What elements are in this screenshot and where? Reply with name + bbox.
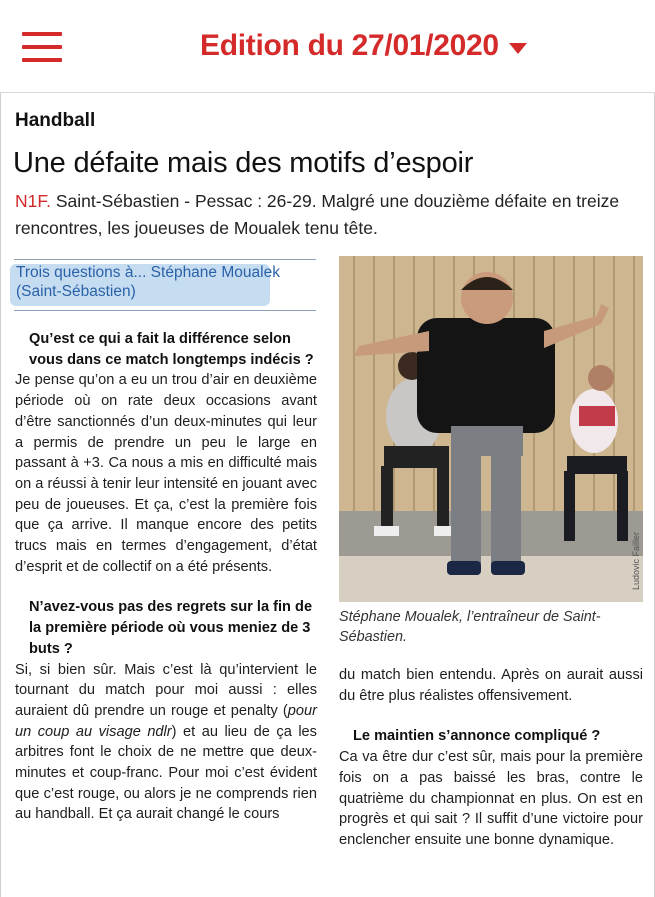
article-lead [15, 188, 645, 242]
lead-text: Malgré une douzième défaite en treize rencontres, les joueuses de Moualek tenu tête. [15, 191, 620, 238]
caret-down-icon [509, 43, 527, 54]
column-left [15, 329, 317, 825]
question-3: Le maintien s’annonce compliqué ? [353, 728, 601, 745]
article-page [0, 93, 655, 897]
question-2: N’avez-vous pas des regrets sur la fin de la première période où vous meniez de 3 buts ? [29, 599, 313, 657]
question-1: Qu’est ce qui a fait la différence selon vous dans ce match longtemps indécis ? [29, 331, 314, 368]
app-header [0, 0, 655, 93]
lead-tag: N1F. [15, 191, 51, 211]
interview-box-text: Trois questions à... Stéphane Moualek (Saint-Sébastien) [16, 264, 280, 300]
photo-credit: Ludovic Failler [630, 531, 641, 591]
article-rubric: Handball [15, 110, 96, 131]
answer-2 [15, 660, 317, 826]
answer-1: Je pense qu’on a eu un trou d’air en deuxième période où on rate deux occasions avant d’être sanctionnés d’un deux-minutes qui leur a permis de prendre un peu le large en passant à +3. Ca nous a mis en difficulté mais on a réussi à tenir leur intensité en jouant avec peu de joueuses. Et ça, c’est la première fois que ça arrive. Il manque encore des petits trucs mais en termes d’engagement, d’état d’esprit et de collectif on a été présents. [15, 372, 317, 575]
answer-3: Ca va être dur c’est sûr, mais pour la première fois on a pas baissé les bras, contre le quatrième du championnat en plus. On est en progrès et qui sait ? Il suffit d’une victoire pour enclencher ensuite une bonne dynamique. [339, 749, 643, 848]
hamburger-menu-icon[interactable] [22, 32, 62, 62]
edition-label: Edition du 27/01/2020 [200, 29, 499, 62]
article-photo [339, 256, 643, 602]
coach-photo-illustration [339, 256, 643, 602]
answer-2-part2: ) et au lieu de ça les arbitres font le choix de ne mettre que deux-minutes et coup-franc. Pour moi c’est évident que c’est rouge, ou alors je ne comprends rien au handball. Et ça aurait changé le cours [15, 723, 317, 823]
answer-2-part1: Si, si bien sûr. Mais c’est là qu’intervient le tournant du match pour moi aussi : elles auraient dû prendre un rouge et penalty ( [15, 661, 317, 719]
interview-box-title [14, 259, 316, 311]
column-right [339, 665, 643, 851]
article-headline: Une défaite mais des motifs d’espoir [13, 147, 474, 179]
lead-match-score: Saint-Sébastien - Pessac : 26-29. [55, 191, 317, 211]
photo-caption: Stéphane Moualek, l’entraîneur de Saint-Sébastien. [339, 609, 601, 645]
edition-selector[interactable] [200, 24, 527, 68]
answer-2-continued: du match bien entendu. Après on aurait aussi du être plus réalistes offensivement. [339, 667, 643, 704]
answer-2-italic: pour un coup au visage ndlr [15, 702, 317, 740]
